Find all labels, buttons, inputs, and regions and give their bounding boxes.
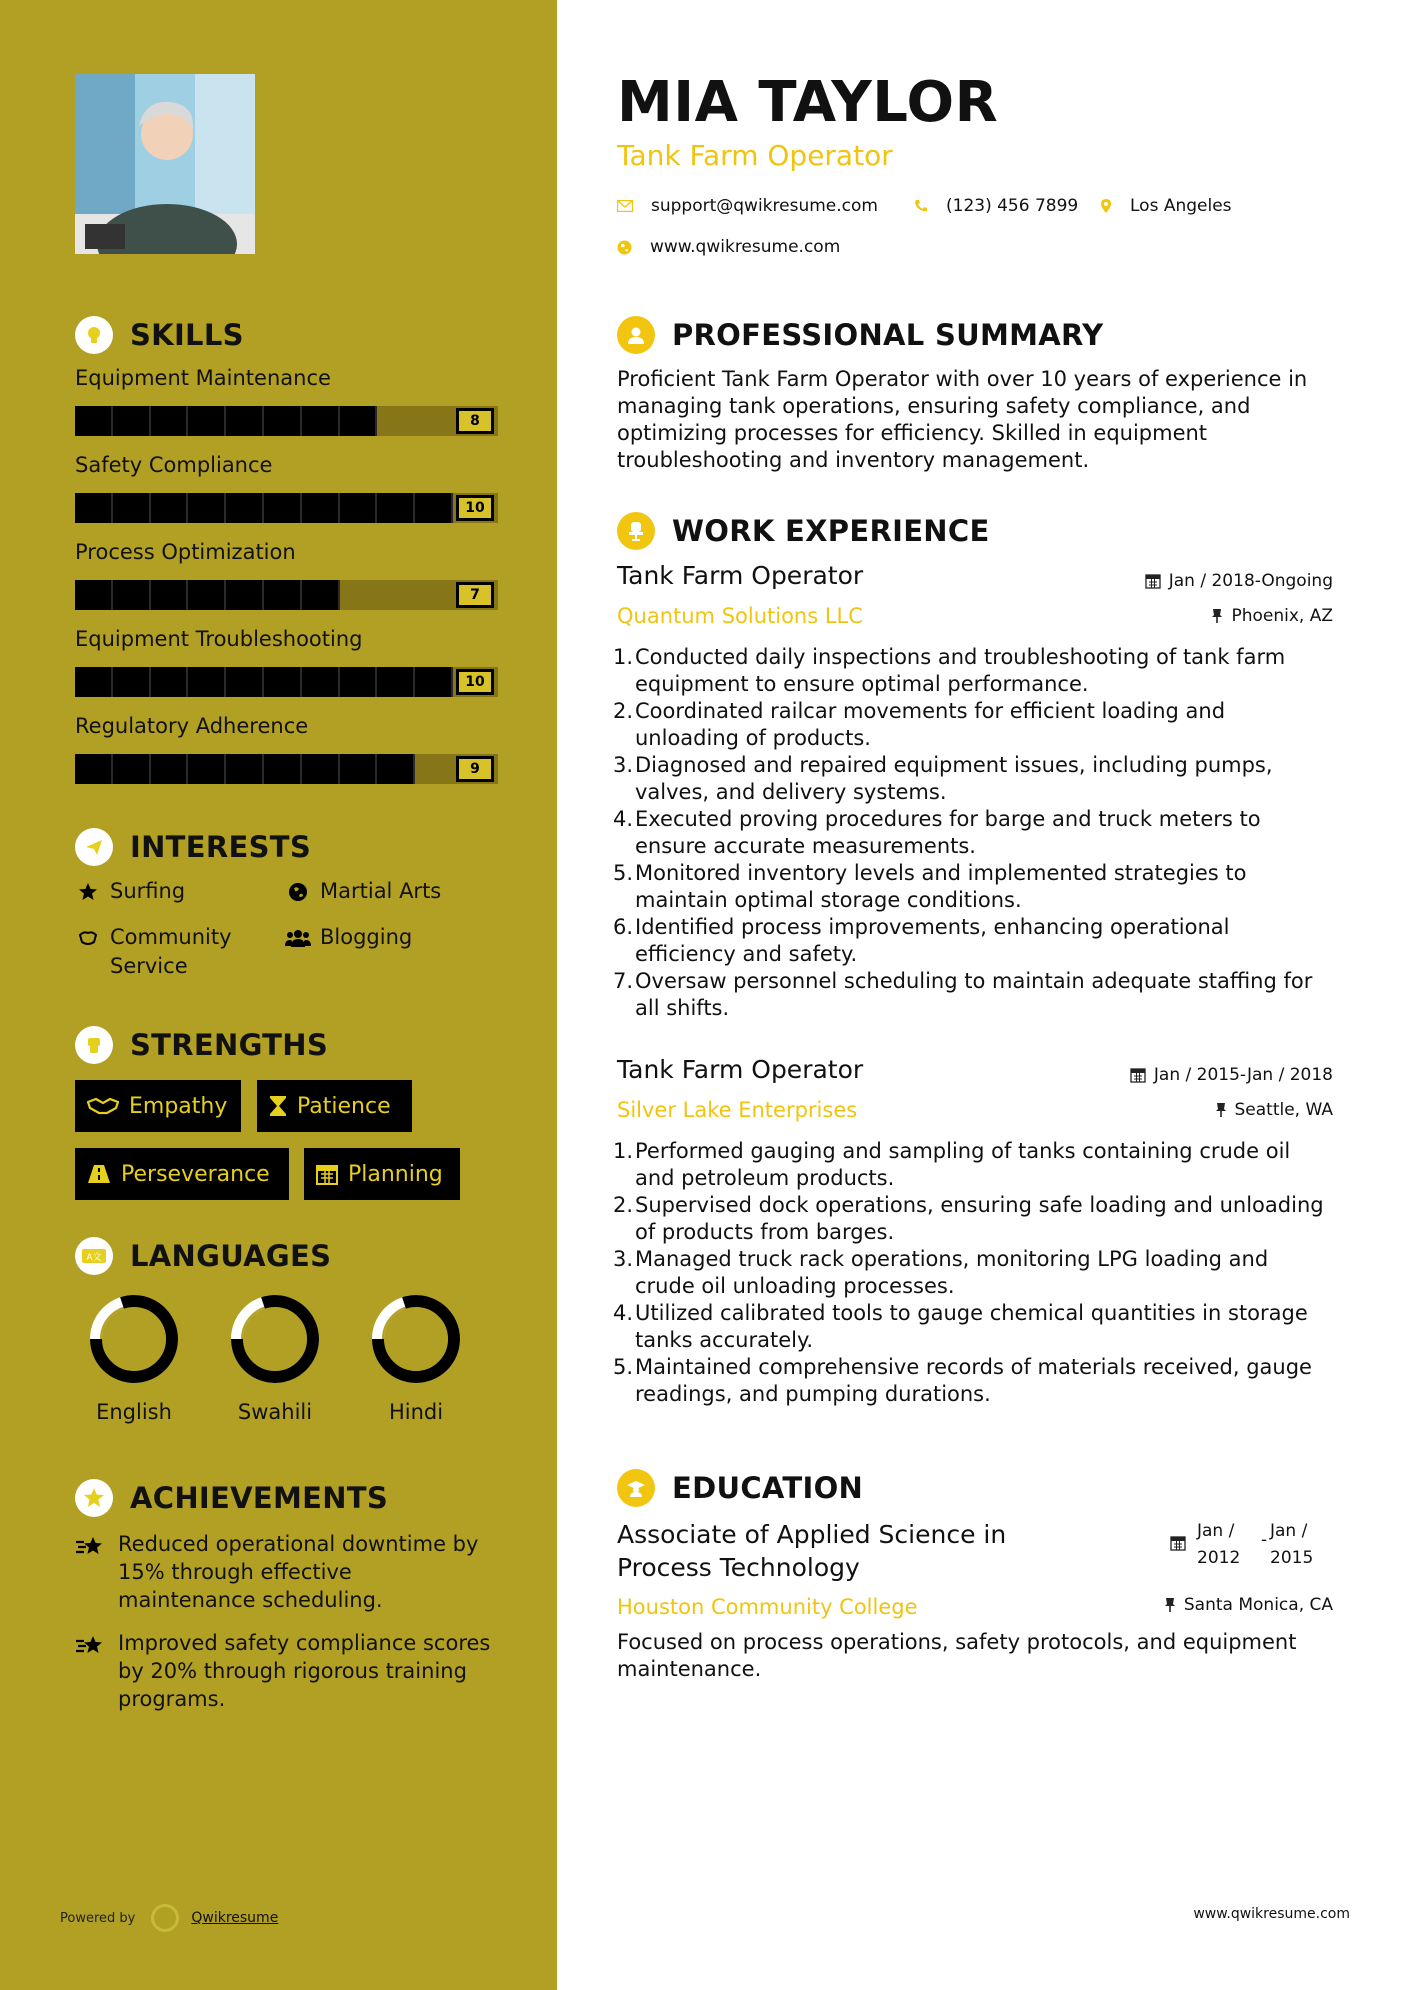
skill-segment [75, 493, 113, 523]
calendar-icon [1130, 1067, 1146, 1083]
list-item: Monitored inventory levels and implemented strategies to maintain optimal storage conditions. [635, 861, 1247, 912]
job-role: Tank Farm Operator [617, 1055, 864, 1084]
list-item: Executed proving procedures for barge and truck meters to ensure accurate measurements. [635, 807, 1261, 858]
skill-segment [188, 406, 226, 436]
list-item: Oversaw personnel scheduling to maintain adequate staffing for all shifts. [635, 969, 1313, 1020]
edu-end-date: Jan / 2015 [1270, 1521, 1314, 1568]
contact-phone[interactable]: (123) 456 7899 [914, 196, 1078, 216]
list-item: Utilized calibrated tools to gauge chemical quantities in storage tanks accurately. [635, 1301, 1308, 1352]
skill-segment [75, 580, 113, 610]
job-company: Silver Lake Enterprises [617, 1098, 858, 1122]
map-pin-icon [1100, 198, 1112, 214]
skill-segment [188, 580, 226, 610]
skill-name: Process Optimization [75, 540, 296, 564]
list-item: Performed gauging and sampling of tanks containing crude oil and petroleum products. [635, 1139, 1291, 1190]
school-name: Houston Community College [617, 1595, 918, 1619]
skill-bar [75, 667, 498, 697]
language-item: Hindi [366, 1292, 466, 1424]
skill-segment [340, 667, 378, 697]
skill-level: 10 [456, 495, 494, 521]
contact-website[interactable]: www.qwikresume.com [617, 237, 840, 257]
skill-bar [75, 754, 498, 784]
shooting-star-icon [75, 1530, 107, 1614]
degree-title: Associate of Applied Science in Process Technology [617, 1520, 1007, 1582]
shooting-star-icon [75, 1629, 107, 1713]
user-icon [617, 316, 655, 354]
candidate-name: MIA TAYLOR [617, 70, 999, 135]
skill-segment [302, 493, 340, 523]
skill-level: 8 [456, 408, 494, 434]
skill-name: Equipment Troubleshooting [75, 627, 363, 651]
hourglass-icon [269, 1095, 287, 1117]
skill-segment [302, 667, 340, 697]
paper-plane-icon [75, 828, 113, 866]
skill-bar [75, 580, 498, 610]
brand-link[interactable]: Qwikresume [191, 1910, 279, 1926]
globe-icon [285, 877, 311, 906]
envelope-icon [617, 200, 633, 212]
skill-segment [302, 406, 340, 436]
strength-badge: Patience [257, 1080, 412, 1132]
skill-segment [377, 580, 415, 610]
skills-heading: SKILLS [75, 316, 244, 354]
job-bullets [613, 1138, 1333, 1408]
skill-segment [302, 580, 340, 610]
skill-segment [264, 580, 302, 610]
calendar-icon [1170, 1535, 1186, 1555]
skill-segment [415, 580, 453, 610]
language-item: Swahili [225, 1292, 325, 1424]
profile-photo [75, 74, 255, 254]
star-icon [75, 877, 101, 906]
lightbulb-icon [75, 316, 113, 354]
skill-segment [113, 667, 151, 697]
users-icon [285, 923, 311, 952]
candidate-title: Tank Farm Operator [617, 139, 893, 172]
list-item: Diagnosed and repaired equipment issues, including pumps, valves, and delivery systems. [635, 753, 1273, 804]
list-item: Conducted daily inspections and troubleshooting of tank farm equipment to ensure optimal performance. [635, 645, 1286, 696]
education-heading: EDUCATION [617, 1469, 863, 1507]
skill-level: 10 [456, 669, 494, 695]
job-company: Quantum Solutions LLC [617, 604, 863, 628]
skill-segment [340, 406, 378, 436]
pushpin-icon [1215, 1102, 1227, 1118]
list-item: Maintained comprehensive records of materials received, gauge readings, and pumping durations. [635, 1355, 1312, 1406]
interest-item: Community Service [75, 923, 265, 981]
skill-segment [188, 754, 226, 784]
summary-heading: PROFESSIONAL SUMMARY [617, 316, 1103, 354]
skill-segment [377, 493, 415, 523]
job-location: Seattle, WA [1215, 1100, 1334, 1120]
skill-segment [226, 406, 264, 436]
skill-segment [302, 754, 340, 784]
edu-location: Santa Monica, CA [1164, 1595, 1333, 1615]
language-ring [228, 1292, 322, 1386]
experience-heading: WORK EXPERIENCE [617, 512, 990, 550]
skill-segment [415, 667, 453, 697]
skill-name: Safety Compliance [75, 453, 273, 477]
job-bullets [613, 644, 1333, 1022]
skill-segment [226, 493, 264, 523]
sidebar [0, 0, 557, 1990]
calendar-icon [316, 1163, 338, 1185]
interests-heading: INTERESTS [75, 828, 311, 866]
languages-heading: A文 LANGUAGES [75, 1237, 331, 1275]
skill-segment [264, 667, 302, 697]
skill-level: 7 [456, 582, 494, 608]
language-item: English [84, 1292, 184, 1424]
achievement-item: Reduced operational downtime by 15% through effective maintenance scheduling. [75, 1530, 495, 1614]
interest-item: Blogging [285, 923, 412, 952]
skill-segment [264, 754, 302, 784]
skill-segment [151, 667, 189, 697]
language-ring [87, 1292, 181, 1386]
pushpin-icon [1211, 608, 1223, 624]
skill-level: 9 [456, 756, 494, 782]
achievements-heading: ACHIEVEMENTS [75, 1479, 388, 1517]
skill-segment [377, 754, 415, 784]
calendar-icon [1145, 573, 1161, 589]
interest-item: Surfing [75, 877, 185, 906]
globe-icon [617, 240, 632, 255]
fist-icon [75, 1026, 113, 1064]
hand-icon [75, 923, 101, 952]
skill-segment [226, 667, 264, 697]
skill-segment [340, 493, 378, 523]
achievement-item: Improved safety compliance scores by 20% through rigorous training programs. [75, 1629, 495, 1713]
strength-badge: Planning [304, 1148, 460, 1200]
skill-segment [340, 580, 378, 610]
job-dates: Jan / 2018-Ongoing [1145, 571, 1333, 591]
powered-by: Powered by Qwikresume [60, 1904, 278, 1932]
skill-segment [151, 754, 189, 784]
footer-url[interactable]: www.qwikresume.com [1193, 1906, 1350, 1922]
skill-segment [113, 754, 151, 784]
skill-segment [415, 754, 453, 784]
skill-segment [151, 580, 189, 610]
language-ring [369, 1292, 463, 1386]
skill-segment [377, 667, 415, 697]
skill-segment [75, 667, 113, 697]
language-icon [75, 1237, 113, 1275]
star-badge-icon [75, 1479, 113, 1517]
education-text: Focused on process operations, safety protocols, and equipment maintenance. [617, 1630, 1297, 1681]
skill-segment [113, 406, 151, 436]
strength-badge: Perseverance [75, 1148, 289, 1200]
contact-email[interactable]: support@qwikresume.com [617, 196, 878, 216]
road-icon [87, 1164, 111, 1184]
skill-segment [415, 406, 453, 436]
skill-bar [75, 406, 498, 436]
skill-segment [113, 493, 151, 523]
phone-icon [914, 199, 928, 213]
skill-segment [188, 667, 226, 697]
job-dates: Jan / 2015-Jan / 2018 [1130, 1065, 1333, 1085]
list-item: Managed truck rack operations, monitoring LPG loading and crude oil unloading processes. [635, 1247, 1269, 1298]
skill-segment [415, 493, 453, 523]
skill-segment [264, 493, 302, 523]
handshake-icon [87, 1096, 119, 1116]
strengths-heading: STRENGTHS [75, 1026, 328, 1064]
chair-icon [617, 512, 655, 550]
interest-item: Martial Arts [285, 877, 441, 906]
skill-segment [188, 493, 226, 523]
job-role: Tank Farm Operator [617, 561, 864, 590]
list-item: Identified process improvements, enhancing operational efficiency and safety. [635, 915, 1230, 966]
edu-start-date: Jan / 2012 [1197, 1521, 1241, 1568]
skill-segment [377, 406, 415, 436]
skill-segment [75, 754, 113, 784]
date-separator: - [1261, 1530, 1268, 1550]
contact-location: Los Angeles [1100, 196, 1232, 216]
list-item: Supervised dock operations, ensuring safe loading and unloading of products from barges. [635, 1193, 1324, 1244]
svg-text:A文: A文 [86, 1253, 102, 1263]
job-location: Phoenix, AZ [1211, 606, 1333, 626]
skill-segment [226, 580, 264, 610]
skill-segment [151, 493, 189, 523]
skill-segment [75, 406, 113, 436]
skill-name: Regulatory Adherence [75, 714, 309, 738]
skill-bar [75, 493, 498, 523]
skill-name: Equipment Maintenance [75, 366, 331, 390]
summary-text: Proficient Tank Farm Operator with over 10 years of experience in managing tank operations, ensuring safety compliance, and optimizing processes for efficiency. Skilled in equipment troubleshooting and inventory management. [617, 367, 1308, 472]
skill-segment [151, 406, 189, 436]
skill-segment [340, 754, 378, 784]
qwikresume-logo-icon [151, 1904, 179, 1932]
pushpin-icon [1164, 1597, 1176, 1613]
list-item: Coordinated railcar movements for efficient loading and unloading of products. [635, 699, 1226, 750]
strength-badge: Empathy [75, 1080, 241, 1132]
skill-segment [113, 580, 151, 610]
skill-segment [226, 754, 264, 784]
skill-segment [264, 406, 302, 436]
graduate-icon [617, 1469, 655, 1507]
